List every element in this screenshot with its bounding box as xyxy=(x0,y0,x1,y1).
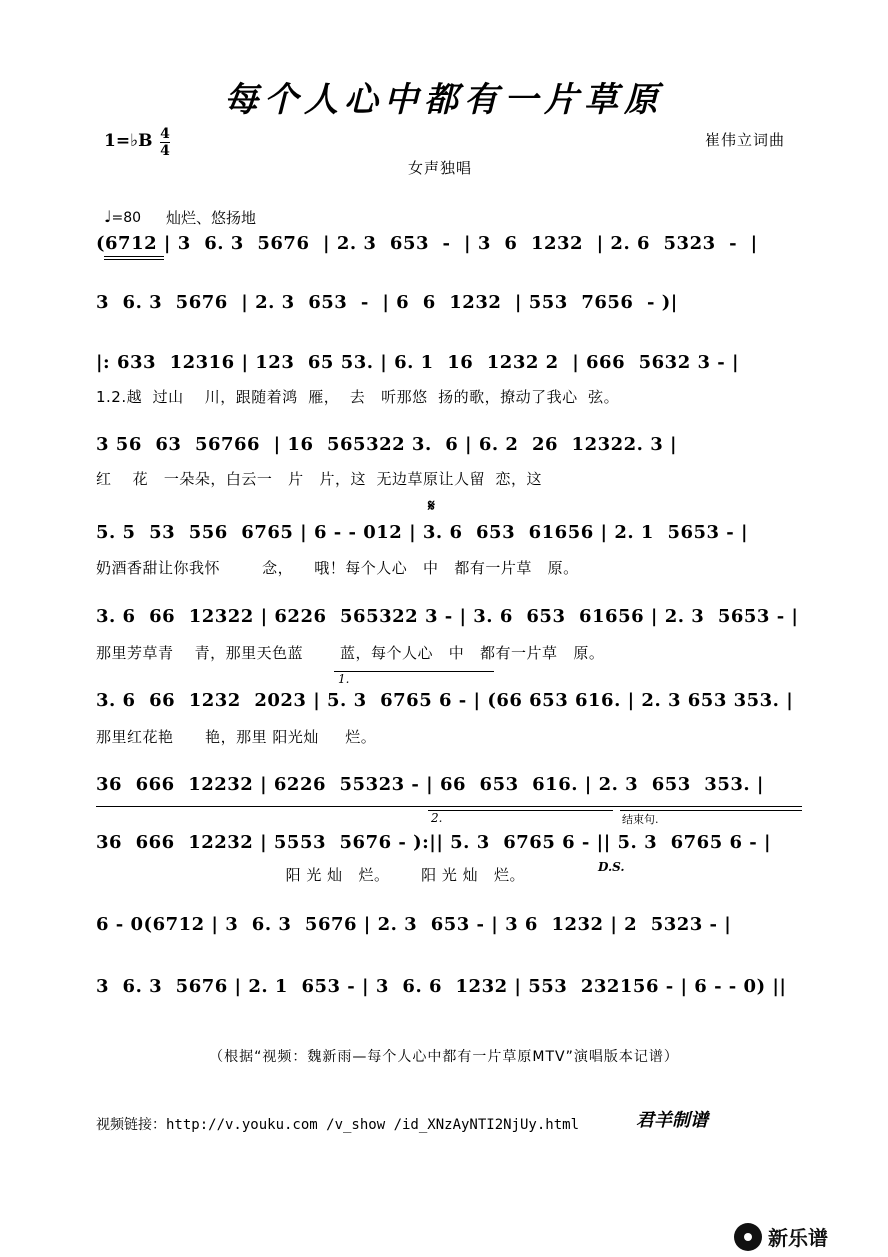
performer-note: 女声独唱 xyxy=(408,159,473,177)
lyrics-row-7: 那里红花艳 艳，那里 阳光灿 烂。 xyxy=(96,728,377,746)
expression-marking: 灿烂、悠扬地 xyxy=(166,209,257,227)
lyrics-row-5: 奶酒香甜让你我怀 念， 哦！每个人心 中 都有一片草 原。 xyxy=(96,559,579,577)
lyrics-row-3: 1.2.越 过山 川，跟随着鸿 雁， 去 听那悠 扬的歌，撩动了我心 弦。 xyxy=(96,388,620,406)
transcriber-signature: 君羊制谱 xyxy=(636,1110,708,1131)
logo-text: 新乐谱 xyxy=(768,1226,828,1250)
lyrics-row-6: 那里芳草青 青，那里天色蓝 蓝，每个人心 中 都有一片草 原。 xyxy=(96,644,605,662)
dal-segno-mark: D.S. xyxy=(598,860,625,874)
ending-mark: 结束句. xyxy=(622,813,659,826)
vinyl-disc-icon xyxy=(734,1223,762,1251)
score-row-4: 3 56 63 56766 | 16 565322 3. 6 | 6. 2 26 12322. 3 | xyxy=(96,434,678,455)
score-row-1: (6712 | 3 6. 3 5676 | 2. 3 653 - | 3 6 1232 | 2. 6 5323 - | xyxy=(96,233,758,254)
score-row-8: 36 666 12232 | 6226 55323 - | 66 653 616. | 2. 3 653 353. | xyxy=(96,774,764,795)
score-row-6: 3. 6 66 12322 | 6226 565322 3 - | 3. 6 653 61656 | 2. 3 5653 - | xyxy=(96,606,799,627)
site-logo xyxy=(734,1222,828,1251)
tempo-marking: ♩=80 xyxy=(104,207,142,226)
lyrics-row-9: 阳 光 灿 烂。 阳 光 灿 烂。 xyxy=(96,866,525,884)
key-signature: 1=♭B xyxy=(104,131,153,151)
song-title: 每个人心中都有一片草原 xyxy=(224,80,664,120)
score-row-9: 36 666 12232 | 5553 5676 - ):|| 5. 3 6765 6 - || 5. 3 6765 6 - | xyxy=(96,832,772,853)
transcription-source-note: （根据“视频：魏新雨—每个人心中都有一片草原MTV”演唱版本记谱） xyxy=(209,1049,679,1065)
time-signature-bottom: 4 xyxy=(160,143,170,159)
volta-2-mark: 2. xyxy=(431,811,443,825)
video-link-label: 视频链接： xyxy=(96,1117,166,1133)
video-link[interactable] xyxy=(96,1114,579,1134)
lyrics-row-4: 红 花 一朵朵，白云一 片 片，这 无边草原让人留 恋，这 xyxy=(96,470,543,488)
score-row-10: 6 - 0(6712 | 3 6. 3 5676 | 2. 3 653 - | 3 6 1232 | 2 5323 - | xyxy=(96,914,732,935)
time-signature-top: 4 xyxy=(160,126,170,142)
score-row-7: 3. 6 66 1232 2023 | 5. 3 6765 6 - | (66 653 616. | 2. 3 653 353. | xyxy=(96,690,794,711)
volta-1-mark: 1. xyxy=(338,672,350,686)
score-row-2: 3 6. 3 5676 | 2. 3 653 - | 6 6 1232 | 553 7656 - )| xyxy=(96,292,678,313)
segno-mark: 𝄋 xyxy=(428,496,435,515)
composer-credit: 崔伟立词曲 xyxy=(705,131,786,149)
score-row-5: 5. 5 53 556 6765 | 6 - - 012 | 3. 6 653 61656 | 2. 1 5653 - | xyxy=(96,522,749,543)
time-signature xyxy=(160,127,170,158)
quarter-note-icon: ♩ xyxy=(104,207,112,226)
video-link-url[interactable]: http://v.youku.com /v_show /id_XNzAyNTI2NjUy.html xyxy=(166,1117,580,1133)
score-row-11: 3 6. 3 5676 | 2. 1 653 - | 3 6. 6 1232 | 553 232156 - | 6 - - 0) || xyxy=(96,976,787,997)
score-row-3: |: 633 12316 | 123 65 53. | 6. 1 16 1232 2 | 666 5632 3 - | xyxy=(96,352,740,373)
